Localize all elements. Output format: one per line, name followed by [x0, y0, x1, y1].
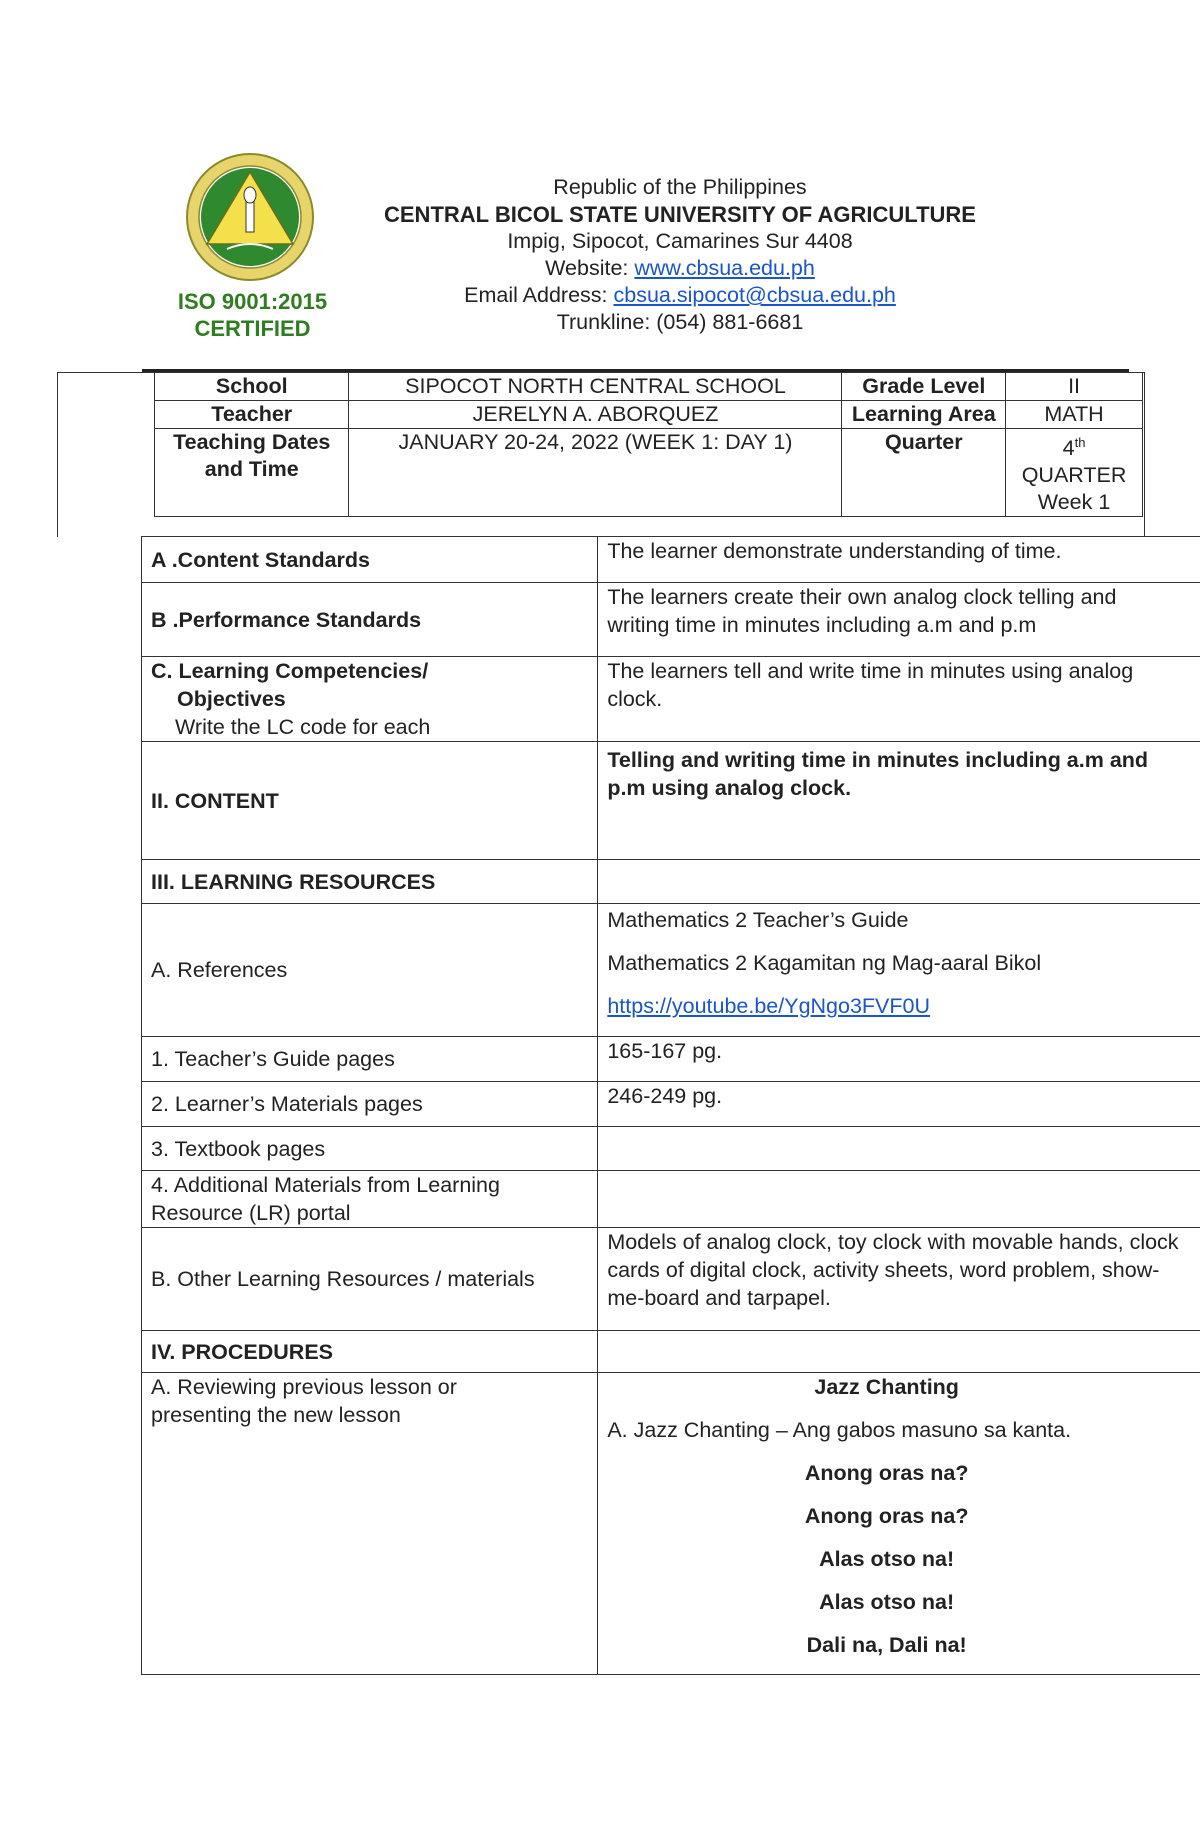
review-lesson-label: [142, 1373, 598, 1675]
jazz-intro: A. Jazz Chanting – Ang gabos masuno sa kanta.: [607, 1418, 1072, 1442]
reference-link[interactable]: https://youtube.be/YgNgo3FVF0U: [607, 994, 931, 1018]
table-row: [142, 860, 1200, 904]
iso-certification: [160, 288, 345, 342]
table-row: [142, 1127, 1200, 1171]
teacher-value: JERELYN A. ABORQUEZ: [349, 401, 842, 429]
quarter-suffix: th: [1074, 435, 1086, 450]
teachers-guide-value: 165-167 pg.: [598, 1037, 1200, 1082]
school-value: SIPOCOT NORTH CENTRAL SCHOOL: [349, 373, 842, 401]
table-row: [142, 1228, 1200, 1331]
perf-line-2: writing time in minutes including a.m and p.m: [607, 613, 1037, 637]
reference-1: Mathematics 2 Teacher’s Guide: [607, 908, 909, 932]
other-resources-label: B. Other Learning Resources / materials: [142, 1228, 598, 1331]
lesson-plan-table: [141, 536, 1200, 1675]
table-row: [142, 904, 1200, 1037]
review-line-2: presenting the new lesson: [151, 1403, 401, 1427]
quarter-value: [1006, 429, 1143, 517]
info-table: [154, 372, 1143, 517]
email-line: [360, 282, 1000, 309]
learners-materials-label: 2. Learner’s Materials pages: [142, 1082, 598, 1127]
website-label: Website:: [545, 256, 635, 280]
grade-label: Grade Level: [842, 373, 1006, 401]
quarter-label: Quarter: [842, 429, 1006, 517]
quarter-word: QUARTER: [1021, 463, 1127, 488]
table-row: [142, 1037, 1200, 1082]
info-row: [155, 373, 1143, 401]
email-link[interactable]: cbsua.sipocot@cbsua.edu.ph: [613, 283, 896, 307]
iso-line-1: ISO 9001:2015: [177, 289, 328, 314]
learners-materials-value: 246-249 pg.: [598, 1082, 1200, 1127]
procedures-label: IV. PROCEDURES: [142, 1331, 598, 1373]
table-row: [142, 583, 1200, 657]
dates-value: JANUARY 20-24, 2022 (WEEK 1: DAY 1): [349, 429, 842, 517]
other-line-3: me-board and tarpapel.: [607, 1286, 831, 1310]
chant-line: Alas otso na!: [819, 1547, 955, 1571]
info-row: [155, 401, 1143, 429]
grade-value: II: [1006, 373, 1143, 401]
reference-2: Mathematics 2 Kagamitan ng Mag-aaral Bikol: [607, 951, 1042, 975]
chant-line: Anong oras na?: [804, 1504, 969, 1528]
other-line-2: cards of digital clock, activity sheets, word problem, show-: [607, 1258, 1160, 1282]
comp-label-1: C. Learning Competencies/: [151, 659, 429, 683]
university-seal-logo: [183, 153, 318, 281]
textbook-label: 3. Textbook pages: [142, 1127, 598, 1171]
teachers-guide-label: 1. Teacher’s Guide pages: [142, 1037, 598, 1082]
letterhead: [360, 174, 1000, 336]
perf-line-1: The learners create their own analog clock telling and: [607, 585, 1117, 609]
review-line-1: A. Reviewing previous lesson or: [151, 1375, 457, 1399]
content-line-1: Telling and writing time in minutes including a.m and: [607, 748, 1149, 772]
competencies-value: [598, 657, 1200, 742]
university-name: CENTRAL BICOL STATE UNIVERSITY OF AGRICULTURE: [384, 202, 976, 227]
comp-label-2: Objectives: [177, 687, 286, 711]
content-line-2: p.m using analog clock.: [607, 776, 852, 800]
quarter-week: Week 1: [1037, 490, 1111, 515]
table-row: [142, 1171, 1200, 1228]
lr-portal-label: [142, 1171, 598, 1228]
email-label: Email Address:: [464, 283, 614, 307]
performance-standards-label: B .Performance Standards: [142, 583, 598, 657]
chant-line: Dali na, Dali na!: [806, 1633, 967, 1657]
teacher-label: Teacher: [155, 401, 349, 429]
jazz-title: Jazz Chanting: [814, 1375, 959, 1399]
content-standards-label: A .Content Standards: [142, 537, 598, 583]
lr-portal-value: [598, 1171, 1200, 1228]
website-link[interactable]: www.cbsua.edu.ph: [634, 256, 815, 280]
quarter-number: 4: [1062, 436, 1075, 461]
chant-line: Alas otso na!: [819, 1590, 955, 1614]
website-line: [360, 255, 1000, 282]
info-row: [155, 429, 1143, 517]
table-row: [142, 1331, 1200, 1373]
content-value: [598, 742, 1200, 860]
table-row: [142, 1373, 1200, 1675]
lr-line-2: Resource (LR) portal: [151, 1201, 351, 1225]
address-line: Impig, Sipocot, Camarines Sur 4408: [507, 229, 853, 253]
dates-label: Teaching Dates and Time: [155, 429, 349, 517]
learning-resources-value: [598, 860, 1200, 904]
chant-line: Anong oras na?: [804, 1461, 969, 1485]
references-value: [598, 904, 1200, 1037]
republic-line: Republic of the Philippines: [553, 175, 807, 199]
school-label: School: [155, 373, 349, 401]
comp-label-3: Write the LC code for each: [175, 715, 431, 739]
table-row: [142, 742, 1200, 860]
references-label: A. References: [142, 904, 598, 1037]
comp-line-1: The learners tell and write time in minutes using analog: [607, 659, 1134, 683]
content-standards-value: The learner demonstrate understanding of time.: [598, 537, 1200, 583]
competencies-label: [142, 657, 598, 742]
area-value: MATH: [1006, 401, 1143, 429]
procedures-value: [598, 1331, 1200, 1373]
performance-standards-value: [598, 583, 1200, 657]
other-line-1: Models of analog clock, toy clock with movable hands, clock: [607, 1230, 1179, 1254]
lr-line-1: 4. Additional Materials from Learning: [151, 1173, 500, 1197]
table-row: [142, 657, 1200, 742]
area-label: Learning Area: [842, 401, 1006, 429]
comp-line-2: clock.: [607, 687, 663, 711]
textbook-value: [598, 1127, 1200, 1171]
trunkline: Trunkline: (054) 881-6681: [556, 310, 804, 334]
iso-line-2: CERTIFIED: [194, 316, 311, 341]
table-row: [142, 537, 1200, 583]
review-lesson-value: [598, 1373, 1200, 1675]
content-label: II. CONTENT: [142, 742, 598, 860]
learning-resources-label: III. LEARNING RESOURCES: [142, 860, 598, 904]
other-resources-value: [598, 1228, 1200, 1331]
table-row: [142, 1082, 1200, 1127]
